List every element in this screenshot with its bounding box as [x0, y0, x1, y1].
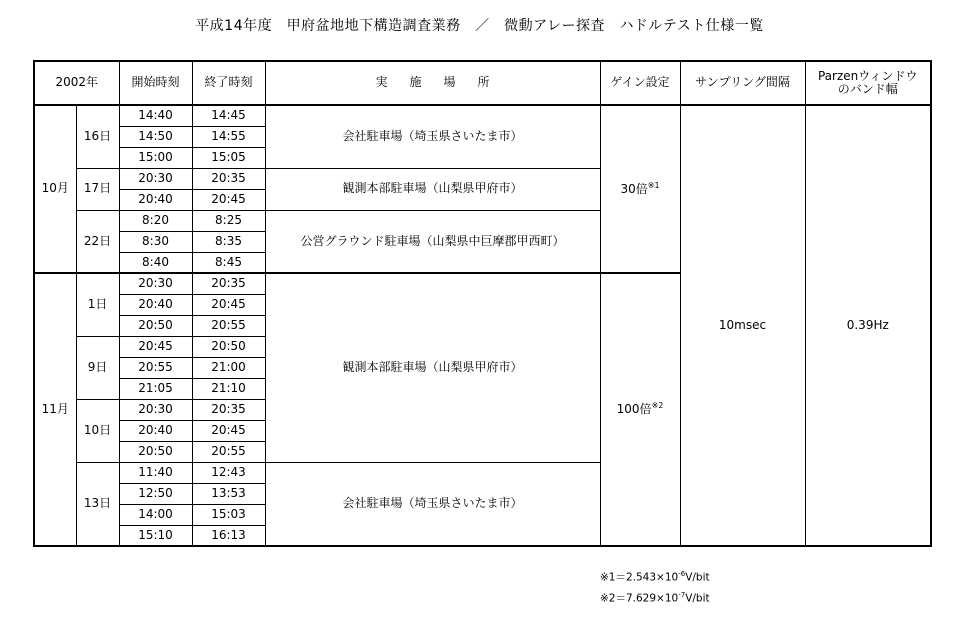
day-9: 9日 — [76, 336, 119, 399]
start-time: 11:40 — [119, 462, 192, 483]
footnote-2-exponent: -7 — [678, 590, 686, 599]
header-parzen — [805, 61, 931, 105]
start-time: 20:50 — [119, 315, 192, 336]
end-time: 8:25 — [192, 210, 265, 231]
start-time: 14:40 — [119, 105, 192, 126]
header-parzen-line1: Parzenウィンドウ — [817, 68, 918, 83]
place-cell: 会社駐車場（埼玉県さいたま市） — [265, 462, 600, 546]
day-10: 10日 — [76, 399, 119, 462]
start-time: 20:40 — [119, 420, 192, 441]
end-time: 20:35 — [192, 399, 265, 420]
header-sampling: サンプリング間隔 — [680, 61, 805, 105]
start-time: 20:55 — [119, 357, 192, 378]
gain-value: 30倍 — [620, 181, 648, 196]
end-time: 14:55 — [192, 126, 265, 147]
parzen-bandwidth: 0.39Hz — [805, 105, 931, 546]
footnote-1 — [600, 566, 710, 587]
footnote-2 — [600, 587, 710, 608]
place-cell: 観測本部駐車場（山梨県甲府市） — [265, 168, 600, 210]
day-16: 16日 — [76, 105, 119, 168]
header-end-time: 終了時刻 — [192, 61, 265, 105]
spec-table — [33, 60, 932, 547]
footnote-2-unit: V/bit — [685, 592, 710, 604]
end-time: 20:35 — [192, 168, 265, 189]
gain-100 — [600, 273, 680, 546]
start-time: 15:10 — [119, 525, 192, 546]
gain-30 — [600, 105, 680, 273]
end-time: 21:10 — [192, 378, 265, 399]
place-cell: 会社駐車場（埼玉県さいたま市） — [265, 105, 600, 168]
start-time: 15:00 — [119, 147, 192, 168]
header-row — [34, 61, 931, 105]
header-gain: ゲイン設定 — [600, 61, 680, 105]
footnote-1-text: ※1＝2.543×10 — [600, 571, 679, 584]
footnotes — [600, 566, 710, 607]
footnote-1-unit: V/bit — [685, 571, 710, 584]
day-22: 22日 — [76, 210, 119, 273]
start-time: 20:50 — [119, 441, 192, 462]
end-time: 15:05 — [192, 147, 265, 168]
end-time: 14:45 — [192, 105, 265, 126]
start-time: 8:40 — [119, 252, 192, 273]
start-time: 20:30 — [119, 168, 192, 189]
gain-note-mark: ※2 — [651, 401, 664, 411]
start-time: 8:20 — [119, 210, 192, 231]
start-time: 20:40 — [119, 189, 192, 210]
header-parzen-line2: のバンド幅 — [837, 82, 898, 96]
month-october: 10月 — [34, 105, 76, 273]
day-13: 13日 — [76, 462, 119, 546]
sampling-interval: 10msec — [680, 105, 805, 546]
end-time: 16:13 — [192, 525, 265, 546]
day-1: 1日 — [76, 273, 119, 336]
end-time: 20:55 — [192, 315, 265, 336]
place-cell: 観測本部駐車場（山梨県甲府市） — [265, 273, 600, 462]
start-time: 20:40 — [119, 294, 192, 315]
footnote-1-exponent: -6 — [678, 570, 686, 578]
end-time: 20:50 — [192, 336, 265, 357]
end-time: 20:45 — [192, 189, 265, 210]
end-time: 12:43 — [192, 462, 265, 483]
header-year: 2002年 — [34, 61, 119, 105]
start-time: 21:05 — [119, 378, 192, 399]
day-17: 17日 — [76, 168, 119, 210]
end-time: 20:35 — [192, 273, 265, 294]
start-time: 14:50 — [119, 126, 192, 147]
header-place: 実施場所 — [265, 61, 600, 105]
end-time: 21:00 — [192, 357, 265, 378]
end-time: 20:45 — [192, 420, 265, 441]
gain-value: 100倍 — [616, 402, 652, 417]
start-time: 20:45 — [119, 336, 192, 357]
start-time: 12:50 — [119, 483, 192, 504]
start-time: 20:30 — [119, 399, 192, 420]
end-time: 20:45 — [192, 294, 265, 315]
page-title: 平成14年度 甲府盆地地下構造調査業務 ／ 微動アレー探査 ハドルテスト仕様一覧 — [195, 18, 764, 34]
month-november: 11月 — [34, 273, 76, 546]
gain-note-mark: ※1 — [647, 180, 660, 190]
end-time: 20:55 — [192, 441, 265, 462]
header-start-time: 開始時刻 — [119, 61, 192, 105]
footnote-2-text: ※2＝7.629×10 — [600, 592, 679, 604]
end-time: 8:45 — [192, 252, 265, 273]
table-row — [34, 105, 931, 126]
end-time: 8:35 — [192, 231, 265, 252]
end-time: 13:53 — [192, 483, 265, 504]
end-time: 15:03 — [192, 504, 265, 525]
place-cell: 公営グラウンド駐車場（山梨県中巨摩郡甲西町） — [265, 210, 600, 273]
start-time: 20:30 — [119, 273, 192, 294]
start-time: 14:00 — [119, 504, 192, 525]
start-time: 8:30 — [119, 231, 192, 252]
